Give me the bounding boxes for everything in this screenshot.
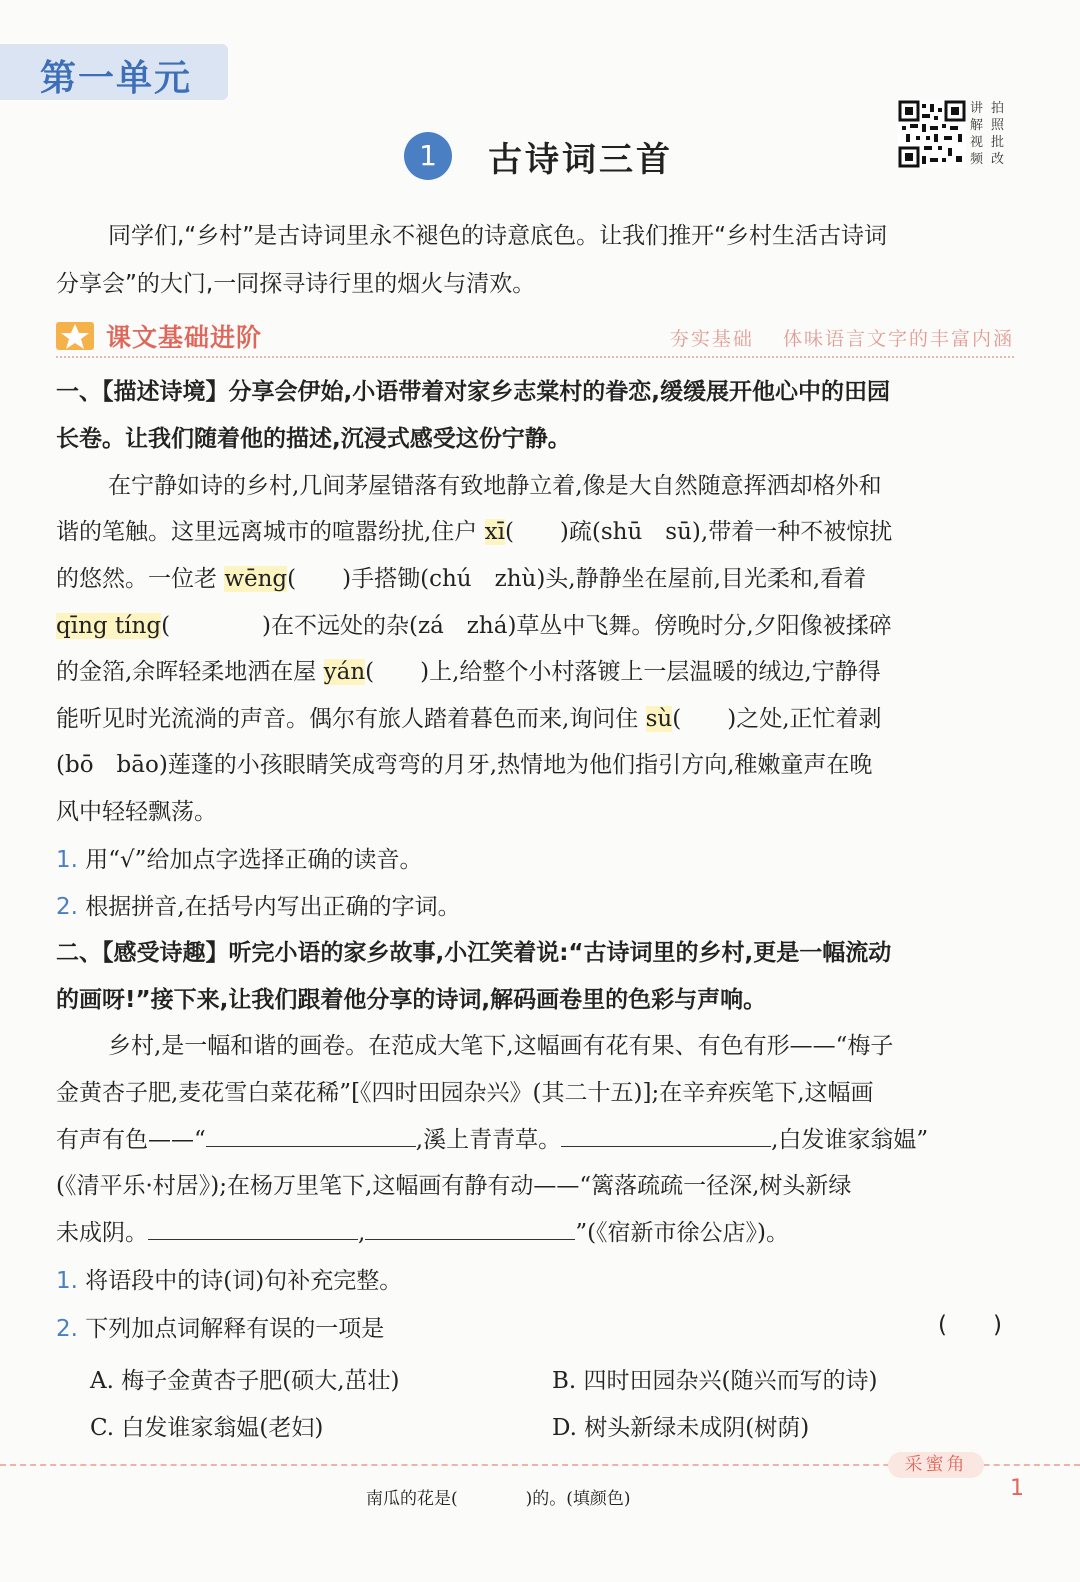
option-c[interactable]: C. 白发谁家翁媪(老妇) xyxy=(90,1415,324,1441)
qr-code-icon[interactable] xyxy=(898,100,966,168)
q2-para-line: 有声有色——“ ,溪上青青草。 ,白发谁家翁媪” xyxy=(56,1116,928,1164)
q1-sub-1: 1. 用“√”给加点字选择正确的读音。 xyxy=(56,847,423,873)
answer-blank[interactable] xyxy=(148,1217,358,1240)
q1-heading: 一、【描述诗境】分享会伊始,小语带着对家乡志棠村的眷恋,缓缓展开他心中的田园 xyxy=(56,379,890,405)
q1-para-line: 风中轻轻飘荡。 xyxy=(56,799,217,825)
section-title: 课文基础进阶 xyxy=(106,323,263,352)
lesson-title: 古诗词三首 xyxy=(488,140,673,180)
q1-sub-2: 2. 根据拼音,在括号内写出正确的字词。 xyxy=(56,894,461,920)
answer-blank[interactable] xyxy=(561,1124,771,1147)
footer-question: 南瓜的花是( )的。(填颜色) xyxy=(366,1489,631,1509)
q2-para-line: 乡村,是一幅和谐的画卷。在范成大笔下,这幅画有花有果、有色有形——“梅子 xyxy=(108,1033,894,1059)
q2-sub-1: 1. 将语段中的诗(词)句补充完整。 xyxy=(56,1268,403,1294)
section-header xyxy=(56,316,1014,358)
q1-para-line: qīng tíng( )在不远处的杂(zá zhá)草丛中飞舞。傍晚时分,夕阳像被揉碎 xyxy=(56,613,892,639)
answer-blank[interactable] xyxy=(206,1124,416,1147)
q2-para-line: 未成阴。 , ”(《宿新市徐公店》)。 xyxy=(56,1209,789,1257)
q1-para-line: 谐的笔触。这里远离城市的喧嚣纷扰,住户 xī( )疏(shū sū),带着一种不被惊扰 xyxy=(56,519,893,545)
option-a[interactable]: A. 梅子金黄杏子肥(硕大,茁壮) xyxy=(90,1368,400,1394)
q1-heading-2: 长卷。让我们随着他的描述,沉浸式感受这份宁静。 xyxy=(56,426,571,452)
pinyin-blank: qīng tíng xyxy=(56,613,162,639)
unit-title: 第一单元 xyxy=(40,58,193,99)
star-icon xyxy=(56,320,94,352)
option-d[interactable]: D. 树头新绿未成阴(树荫) xyxy=(552,1415,810,1441)
page-number: 1 xyxy=(1010,1476,1024,1501)
q2-heading: 二、【感受诗趣】听完小语的家乡故事,小江笑着说:“古诗词里的乡村,更是一幅流动 xyxy=(56,940,892,966)
intro-line-2: 分享会”的大门,一同探寻诗行里的烟火与清欢。 xyxy=(56,271,536,297)
pinyin-blank: wēng xyxy=(224,566,288,592)
q1-para-line: 的金箔,余晖轻柔地洒在屋 yán( )上,给整个小村落镀上一层温暖的绒边,宁静得 xyxy=(56,659,881,685)
q2-heading-2: 的画呀!”接下来,让我们跟着他分享的诗词,解码画卷里的色彩与声响。 xyxy=(56,987,767,1013)
option-b[interactable]: B. 四时田园杂兴(随兴而写的诗) xyxy=(552,1368,878,1394)
pinyin-blank: sù xyxy=(645,706,673,732)
q1-para-line: (bō bāo)莲蓬的小孩眼睛笑成弯弯的月牙,热情地为他们指引方向,稚嫩童声在晚 xyxy=(56,752,873,778)
q2-sub-2: 2. 下列加点词解释有误的一项是 xyxy=(56,1316,385,1342)
q1-para-line: 能听见时光流淌的声音。偶尔有旅人踏着暮色而来,询问住 sù( )之处,正忙着剥 xyxy=(56,706,882,732)
qr-label: 讲 拍 解 照 视 批 频 改 xyxy=(970,101,1005,167)
q2-para-line: (《清平乐·村居》);在杨万里笔下,这幅画有静有动——“篱落疏疏一径深,树头新绿 xyxy=(56,1173,852,1199)
answer-paren[interactable]: ( ) xyxy=(938,1312,1002,1338)
lesson-number-badge: 1 xyxy=(404,132,452,180)
answer-blank[interactable] xyxy=(365,1217,575,1240)
footer-tag: 采蜜角 xyxy=(888,1452,984,1478)
q1-para-line: 在宁静如诗的乡村,几间茅屋错落有致地静立着,像是大自然随意挥洒却格外和 xyxy=(108,473,882,499)
intro-line-1: 同学们,“乡村”是古诗词里永不褪色的诗意底色。让我们推开“乡村生活古诗词 xyxy=(108,223,888,249)
q1-para-line: 的悠然。一位老 wēng( )手搭锄(chú zhù)头,静静坐在屋前,目光柔和,看着 xyxy=(56,566,867,592)
section-subtitle: 夯实基础 体味语言文字的丰富内涵 xyxy=(669,328,1014,350)
pinyin-blank: yán xyxy=(323,659,366,685)
q2-para-line: 金黄杏子肥,麦花雪白菜花稀”[《四时田园杂兴》(其二十五)];在辛弃疾笔下,这幅画 xyxy=(56,1080,874,1106)
pinyin-blank: xī xyxy=(484,519,505,545)
unit-tab xyxy=(0,44,228,100)
